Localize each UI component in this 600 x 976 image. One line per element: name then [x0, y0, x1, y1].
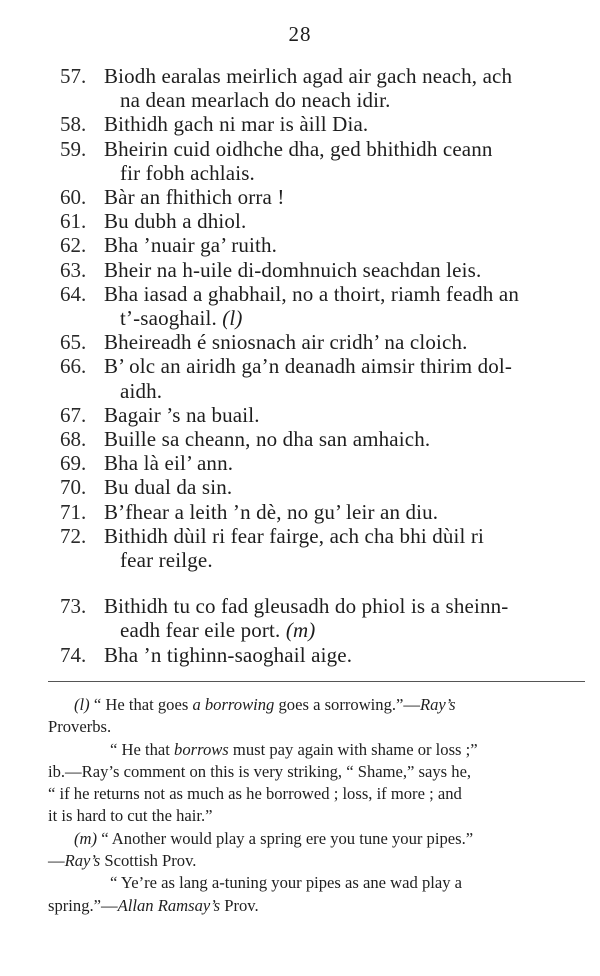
footnote-divider [48, 681, 585, 682]
proverb-60 [0, 185, 600, 209]
footnote-mark-m: (m) [74, 828, 98, 848]
proverb-58 [0, 112, 600, 136]
proverb-text: Bithidh gach ni mar is àill Dia. [104, 112, 369, 137]
proverb-number: 64. [60, 281, 87, 306]
footnote-ref-l: (l) [222, 306, 243, 331]
proverb-number: 68. [60, 427, 87, 452]
proverb-text: Bithidh tu co fad gleusadh do phiol is a sheinn- [104, 594, 509, 619]
footnote-text: ib.—Ray’s comment on this is very striking, “ Shame,” says he, [48, 761, 472, 781]
proverb-text: Bu dubh a dhiol. [104, 209, 247, 234]
footnote-ref-m: (m) [285, 618, 316, 643]
proverb-text-continued: fir fobh achlais. [120, 160, 255, 185]
footnote-m [48, 828, 585, 873]
proverb-63 [0, 258, 600, 282]
proverb-number: 70. [60, 475, 87, 500]
proverb-text-continued: t’-saoghail. [120, 306, 217, 331]
proverb-73 [0, 594, 600, 642]
footnote-source: Allan Ramsay’s [117, 895, 221, 915]
footnote-emphasis: borrows [174, 739, 229, 759]
proverb-text-continued: eadh fear eile port. [120, 618, 281, 643]
proverb-number: 71. [60, 499, 87, 524]
proverb-text: Bu dual da sin. [104, 475, 233, 500]
footnote-l-continued [48, 739, 585, 761]
proverb-67 [0, 403, 600, 427]
proverb-text: Bagair ’s na buail. [104, 402, 260, 427]
proverb-74 [0, 643, 600, 667]
proverb-number: 69. [60, 451, 87, 476]
footnote-text: “ He that [110, 739, 175, 759]
footnote-text: it is hard to cut the hair.” [48, 806, 213, 826]
proverb-number: 73. [60, 594, 87, 619]
proverb-text: B’fhear a leith ’n dè, no gu’ leir an diu. [104, 499, 439, 524]
footnote-emphasis: a borrowing [192, 695, 275, 714]
footnote-mark-l: (l) [74, 695, 90, 714]
proverb-text: Bha ’n tighinn-saoghail aige. [104, 642, 353, 667]
proverb-number: 67. [60, 402, 87, 427]
proverb-59 [0, 137, 600, 185]
footnote-text: — [48, 851, 65, 871]
proverb-text: Bheir na h-uile di-domhnuich seachdan leis. [104, 257, 482, 282]
proverb-list [0, 64, 600, 667]
footnote-source: Ray’s [64, 851, 101, 871]
proverb-text: Buille sa cheann, no dha san amhaich. [104, 427, 431, 452]
proverb-70 [0, 475, 600, 499]
proverb-57 [0, 64, 600, 112]
footnote-l [48, 694, 585, 739]
proverb-text-continued: aidh. [120, 378, 163, 403]
proverb-number: 72. [60, 523, 87, 548]
proverb-62 [0, 233, 600, 257]
proverb-text: Bheireadh é sniosnach air cridh’ na cloich. [104, 330, 468, 355]
footnote-m-continued [48, 872, 585, 917]
proverb-71 [0, 500, 600, 524]
proverb-61 [0, 209, 600, 233]
proverb-number: 57. [60, 64, 87, 88]
proverb-72 [0, 524, 600, 572]
proverb-text: Bha ’nuair ga’ ruith. [104, 233, 278, 258]
footnotes [48, 694, 585, 917]
footnote-source: Scottish Prov. [100, 851, 197, 871]
proverb-number: 65. [60, 330, 87, 355]
footnote-l-comment [48, 761, 585, 828]
footnote-text: Prov. [220, 895, 259, 915]
proverb-number: 60. [60, 185, 87, 210]
proverb-number: 58. [60, 112, 87, 137]
proverb-69 [0, 451, 600, 475]
proverb-66 [0, 354, 600, 402]
proverb-number: 61. [60, 209, 87, 234]
page-number: 28 [288, 22, 312, 46]
proverb-text: Biodh earalas meirlich agad air gach neach, ach [104, 64, 513, 88]
proverb-64 [0, 282, 600, 330]
proverb-text: Bithidh dùil ri fear fairge, ach cha bhi dùil ri [104, 523, 485, 548]
proverb-number: 59. [60, 136, 87, 161]
proverb-text: Bàr an fhithich orra ! [104, 185, 285, 210]
proverb-text: B’ olc an airidh ga’n deanadh aimsir thirim dol- [104, 354, 513, 379]
footnote-text: “ Another would play a spring ere you tune your pipes.” [97, 828, 474, 848]
footnote-text: “ if he returns not as much as he borrowed ; loss, if more ; and [48, 784, 462, 804]
footnote-text: spring.”— [48, 895, 118, 915]
proverb-number: 74. [60, 642, 87, 667]
proverb-68 [0, 427, 600, 451]
footnote-text: goes a sorrowing.”— [274, 695, 420, 714]
proverb-number: 62. [60, 233, 87, 258]
proverb-number: 66. [60, 354, 87, 379]
footnote-text: “ Ye’re as lang a-tuning your pipes as ane wad play a [110, 873, 463, 893]
proverb-text: Bha là eil’ ann. [104, 451, 234, 476]
proverb-text-continued: na dean mearlach do neach idir. [120, 88, 391, 113]
proverb-text: Bheirin cuid oidhche dha, ged bhithidh ceann [104, 136, 493, 161]
proverb-text: Bha iasad a ghabhail, no a thoirt, riamh feadh an [104, 281, 519, 306]
proverb-65 [0, 330, 600, 354]
footnote-text: must pay again with shame or loss ;” [228, 739, 478, 759]
proverb-text-continued: fear reilge. [120, 548, 213, 573]
proverb-number: 63. [60, 257, 87, 282]
footnote-text: “ He that goes [93, 695, 193, 714]
footnote-source: Ray’s [419, 695, 456, 714]
footnote-source: Proverbs. [48, 717, 112, 737]
